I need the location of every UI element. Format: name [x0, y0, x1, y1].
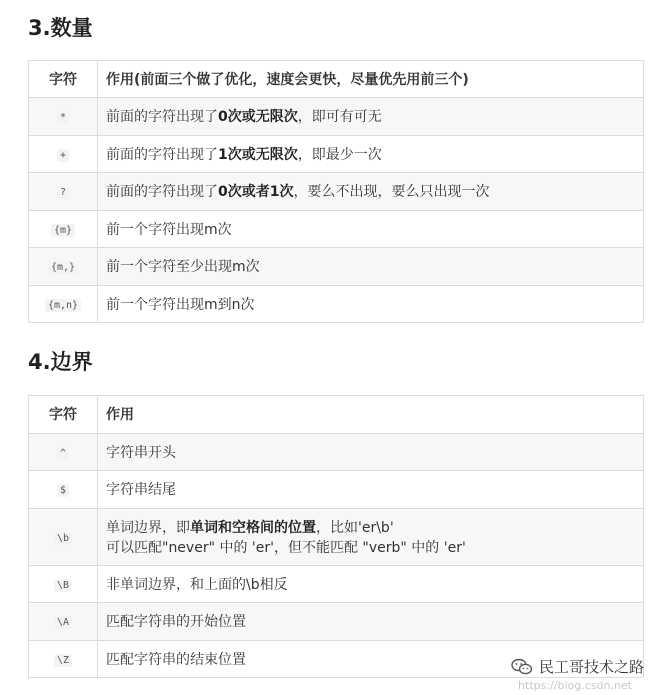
- watermark-faint-url: https://blog.csdn.net: [518, 679, 632, 692]
- description-cell: [98, 285, 644, 323]
- desc-text: ，即可有可无: [297, 109, 382, 126]
- section-title-boundary: 4.边界: [28, 350, 93, 374]
- table-row: [29, 565, 644, 603]
- description-cell: [98, 433, 644, 471]
- regex-symbol: \A: [54, 616, 72, 629]
- table-row: [29, 285, 644, 323]
- description-cell: [98, 173, 644, 211]
- table-row: [29, 135, 644, 173]
- desc-text: 匹配字符串的开始位置: [106, 614, 246, 631]
- desc-text: 前面的字符出现了: [106, 146, 218, 163]
- regex-symbol: {m}: [51, 224, 75, 237]
- regex-symbol: \B: [54, 579, 72, 592]
- description-cell: [98, 508, 644, 565]
- description-cell: [98, 210, 644, 248]
- regex-symbol: ^: [57, 447, 69, 460]
- description-cell: [98, 603, 644, 641]
- table-row: [29, 603, 644, 641]
- description-cell: [98, 135, 644, 173]
- desc-text: 非单词边界，和上面的\b相反: [106, 576, 288, 593]
- watermark: [511, 656, 644, 677]
- desc-bold: 单词和空格间的位置: [190, 519, 316, 536]
- description-cell: [98, 565, 644, 603]
- description-cell: [98, 248, 644, 286]
- table-row: [29, 433, 644, 471]
- regex-symbol: *: [57, 111, 69, 124]
- description-cell: [98, 98, 644, 136]
- table-row: [29, 471, 644, 509]
- description-cell: [98, 471, 644, 509]
- table-row: [29, 210, 644, 248]
- desc-text: 前面的字符出现了: [106, 109, 218, 126]
- desc-text: ，比如'er\b': [316, 519, 394, 536]
- column-header-effect: 作用: [98, 396, 644, 434]
- boundary-table: [28, 395, 644, 678]
- regex-symbol: {m,}: [48, 261, 78, 274]
- desc-text: 单词边界，即: [106, 519, 190, 536]
- table-row: [29, 98, 644, 136]
- regex-symbol: \b: [54, 532, 72, 545]
- desc-text: 前一个字符出现m到n次: [106, 296, 255, 313]
- regex-symbol: $: [57, 484, 69, 497]
- desc-bold: 0次或无限次: [218, 109, 298, 126]
- regex-symbol: +: [57, 149, 69, 162]
- table-header-row: [29, 61, 644, 98]
- table-row: [29, 173, 644, 211]
- column-header-effect: 作用(前面三个做了优化，速度会更快，尽量优先用前三个): [98, 61, 644, 98]
- table-row: [29, 508, 644, 565]
- desc-bold: 1次或无限次: [218, 146, 298, 163]
- desc-text: 字符串开头: [106, 444, 176, 461]
- desc-bold: 0次或者1次: [218, 184, 294, 201]
- table-row: [29, 248, 644, 286]
- desc-text: 字符串结尾: [106, 482, 176, 499]
- desc-text: 前一个字符出现m次: [106, 221, 232, 238]
- desc-text: ，要么不出现，要么只出现一次: [293, 184, 490, 201]
- desc-text-line2: 可以匹配"never" 中的 'er'，但不能匹配 "verb" 中的 'er': [106, 539, 466, 556]
- quantity-table: [28, 60, 644, 323]
- column-header-symbol: 字符: [29, 396, 98, 434]
- wechat-icon: [511, 658, 533, 676]
- table-header-row: [29, 396, 644, 434]
- watermark-label: 民工哥技术之路: [538, 658, 644, 676]
- section-title-quantity: 3.数量: [28, 16, 93, 40]
- desc-text: 前面的字符出现了: [106, 184, 218, 201]
- desc-text: ，即最少一次: [297, 146, 382, 163]
- regex-symbol: \Z: [54, 654, 72, 667]
- column-header-symbol: 字符: [29, 61, 98, 98]
- desc-text: 匹配字符串的结束位置: [106, 651, 246, 668]
- desc-text: 前一个字符至少出现m次: [106, 259, 260, 276]
- regex-symbol: ?: [57, 186, 69, 199]
- regex-symbol: {m,n}: [45, 299, 81, 312]
